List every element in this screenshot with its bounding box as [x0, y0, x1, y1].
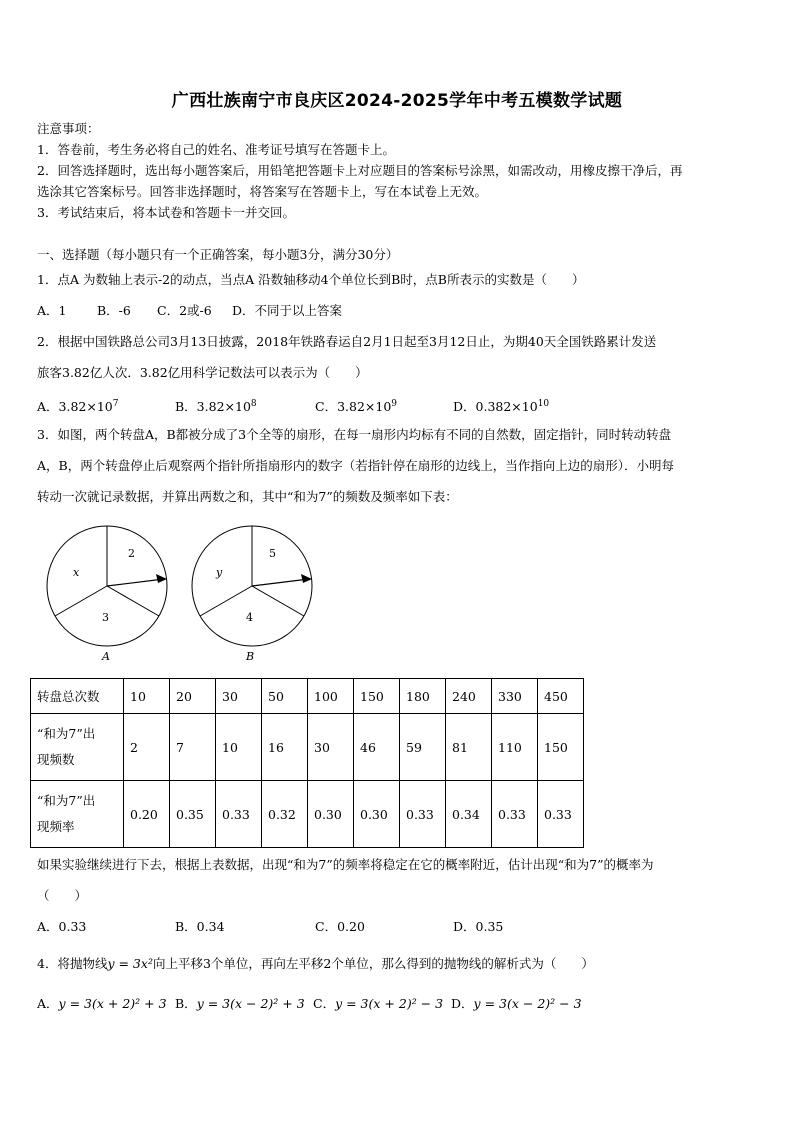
q3-option-c: C．0.20	[315, 919, 365, 934]
wheel-b-divider	[200, 586, 252, 616]
table-cell: 0.32	[262, 781, 308, 848]
table-cell: 0.33	[538, 781, 584, 848]
table-cell: 180	[400, 679, 446, 714]
wheel-a-sector-left: x	[73, 566, 80, 579]
table-cell: 100	[308, 679, 354, 714]
note-item-3: 3．考试结束后，将本试卷和答题卡一并交回。	[37, 205, 295, 220]
q3-stem-line3: 转动一次就记录数据，并算出两数之和，其中“和为7”的频数及频率如下表：	[37, 489, 458, 504]
wheel-a	[47, 526, 167, 663]
q1-option-d: D．不同于以上答案	[232, 303, 343, 318]
table-cell: 330	[492, 679, 538, 714]
table-cell: 20	[170, 679, 216, 714]
q4-formula: y = 3x²	[107, 956, 153, 971]
table-row	[31, 679, 584, 714]
note-item-2: 2．回答选择题时，选出每小题答案后，用铅笔把答题卡上对应题目的答案标号涂黑，如需改动，用橡皮擦干净后，再	[37, 163, 683, 178]
table-cell: 0.30	[354, 781, 400, 848]
page-title: 广西壮族南宁市良庆区2024-2025学年中考五模数学试题	[171, 91, 623, 111]
wheel-b-sector-top: 5	[269, 547, 276, 560]
wheel-b-sector-bottom: 4	[246, 611, 253, 624]
q3-option-a: A．0.33	[37, 919, 87, 934]
q3-after-line1: 如果实验继续进行下去，根据上表数据，出现“和为7”的频率将稳定在它的概率附近，估计出现“和为7”的概率为	[37, 857, 654, 872]
spinner-diagram	[40, 520, 340, 665]
wheel-b-sector-left: y	[216, 566, 223, 579]
note-item-2-cont: 选涂其它答案标号。回答非选择题时，将答案写在答题卡上，写在本试卷上无效。	[37, 184, 488, 199]
table-cell: 0.33	[216, 781, 262, 848]
q1-stem: 1．点A 为数轴上表示-2的动点，当点A 沿数轴移动4个单位长到B时，点B所表示的实数是（ ）	[37, 272, 585, 287]
wheel-b	[192, 526, 312, 663]
table-cell: 150	[538, 714, 584, 781]
q2-option-b: B．$3.82\times 10^8$	[175, 399, 257, 415]
q2-option-c: C．$3.82\times 10^9$	[315, 399, 398, 415]
notes-heading: 注意事项：	[37, 121, 100, 136]
q1-option-c: C．2或-6	[157, 303, 212, 318]
table-cell: 0.35	[170, 781, 216, 848]
table-cell: 2	[124, 714, 170, 781]
wheel-b-pointer-head	[301, 574, 312, 583]
table-cell: 240	[446, 679, 492, 714]
q2-option-d: D．$0.382\times 10^{10}$	[453, 399, 550, 415]
table-cell: 0.30	[308, 781, 354, 848]
q3-after-line2: （ ）	[37, 888, 88, 903]
q2-option-a: A．$3.82\times 10^7$	[37, 399, 119, 415]
table-cell: 30	[308, 714, 354, 781]
table-cell: 10	[216, 714, 262, 781]
table-cell: 110	[492, 714, 538, 781]
q3-option-b: B．0.34	[175, 919, 225, 934]
wheel-a-pointer-head	[156, 574, 167, 583]
table-cell: 10	[124, 679, 170, 714]
frequency-table	[30, 678, 584, 848]
section-heading: 一、选择题（每小题只有一个正确答案，每小题3分，满分30分）	[37, 247, 399, 262]
q1-option-a: A．1	[37, 303, 67, 318]
table-cell: 16	[262, 714, 308, 781]
q4-option-d: D．y = 3(x − 2)² − 3	[451, 996, 582, 1011]
wheel-a-divider	[107, 586, 159, 616]
wheel-a-sector-bottom: 3	[102, 611, 109, 624]
wheel-b-divider	[252, 586, 304, 616]
q2-stem-line2: 旅客3.82亿人次．3.82亿用科学记数法可以表示为（ ）	[37, 365, 368, 380]
table-cell: 30	[216, 679, 262, 714]
table-cell: 0.33	[400, 781, 446, 848]
table-row-head: 转盘总次数	[31, 679, 124, 714]
wheel-a-sector-top: 2	[128, 547, 135, 560]
wheel-b-pointer	[252, 579, 309, 586]
q3-option-d: D．0.35	[453, 919, 504, 934]
table-cell: 81	[446, 714, 492, 781]
wheel-a-divider	[55, 586, 107, 616]
table-cell: 0.34	[446, 781, 492, 848]
q4-option-c: C．y = 3(x + 2)² − 3	[313, 996, 444, 1011]
note-item-1: 1．答卷前，考生务必将自己的姓名、准考证号填写在答题卡上。	[37, 142, 395, 157]
table-cell: 450	[538, 679, 584, 714]
table-cell: 59	[400, 714, 446, 781]
q1-option-b: B．-6	[97, 303, 131, 318]
table-row-head: “和为7”出 现频数	[31, 714, 124, 781]
table-cell: 46	[354, 714, 400, 781]
wheel-b-label: B	[246, 650, 255, 663]
table-row	[31, 781, 584, 848]
q2-stem-line1: 2．根据中国铁路总公司3月13日披露，2018年铁路春运自2月1日起至3月12日止，为期40天全国铁路累计发送	[37, 334, 657, 349]
table-cell: 0.20	[124, 781, 170, 848]
q4-stem: 4．将抛物线y = 3x²向上平移3个单位，再向左平移2个单位，那么得到的抛物线的解析式为（ ）	[37, 956, 594, 971]
q4-option-a: A．y = 3(x + 2)² + 3	[37, 996, 167, 1011]
table-cell: 7	[170, 714, 216, 781]
table-row	[31, 714, 584, 781]
table-cell: 150	[354, 679, 400, 714]
wheel-a-label: A	[102, 650, 110, 663]
table-row-head: “和为7”出 现频率	[31, 781, 124, 848]
table-cell: 50	[262, 679, 308, 714]
q4-option-b: B．y = 3(x − 2)² + 3	[175, 996, 305, 1011]
q3-stem-line1: 3．如图，两个转盘A，B都被分成了3个全等的扇形，在每一扇形内均标有不同的自然数，固定指针，同时转动转盘	[37, 427, 672, 442]
q3-stem-line2: A，B，两个转盘停止后观察两个指针所指扇形内的数字（若指针停在扇形的边线上，当作指向上边的扇形）．小明每	[37, 458, 674, 473]
table-cell: 0.33	[492, 781, 538, 848]
wheel-a-pointer	[107, 579, 164, 586]
